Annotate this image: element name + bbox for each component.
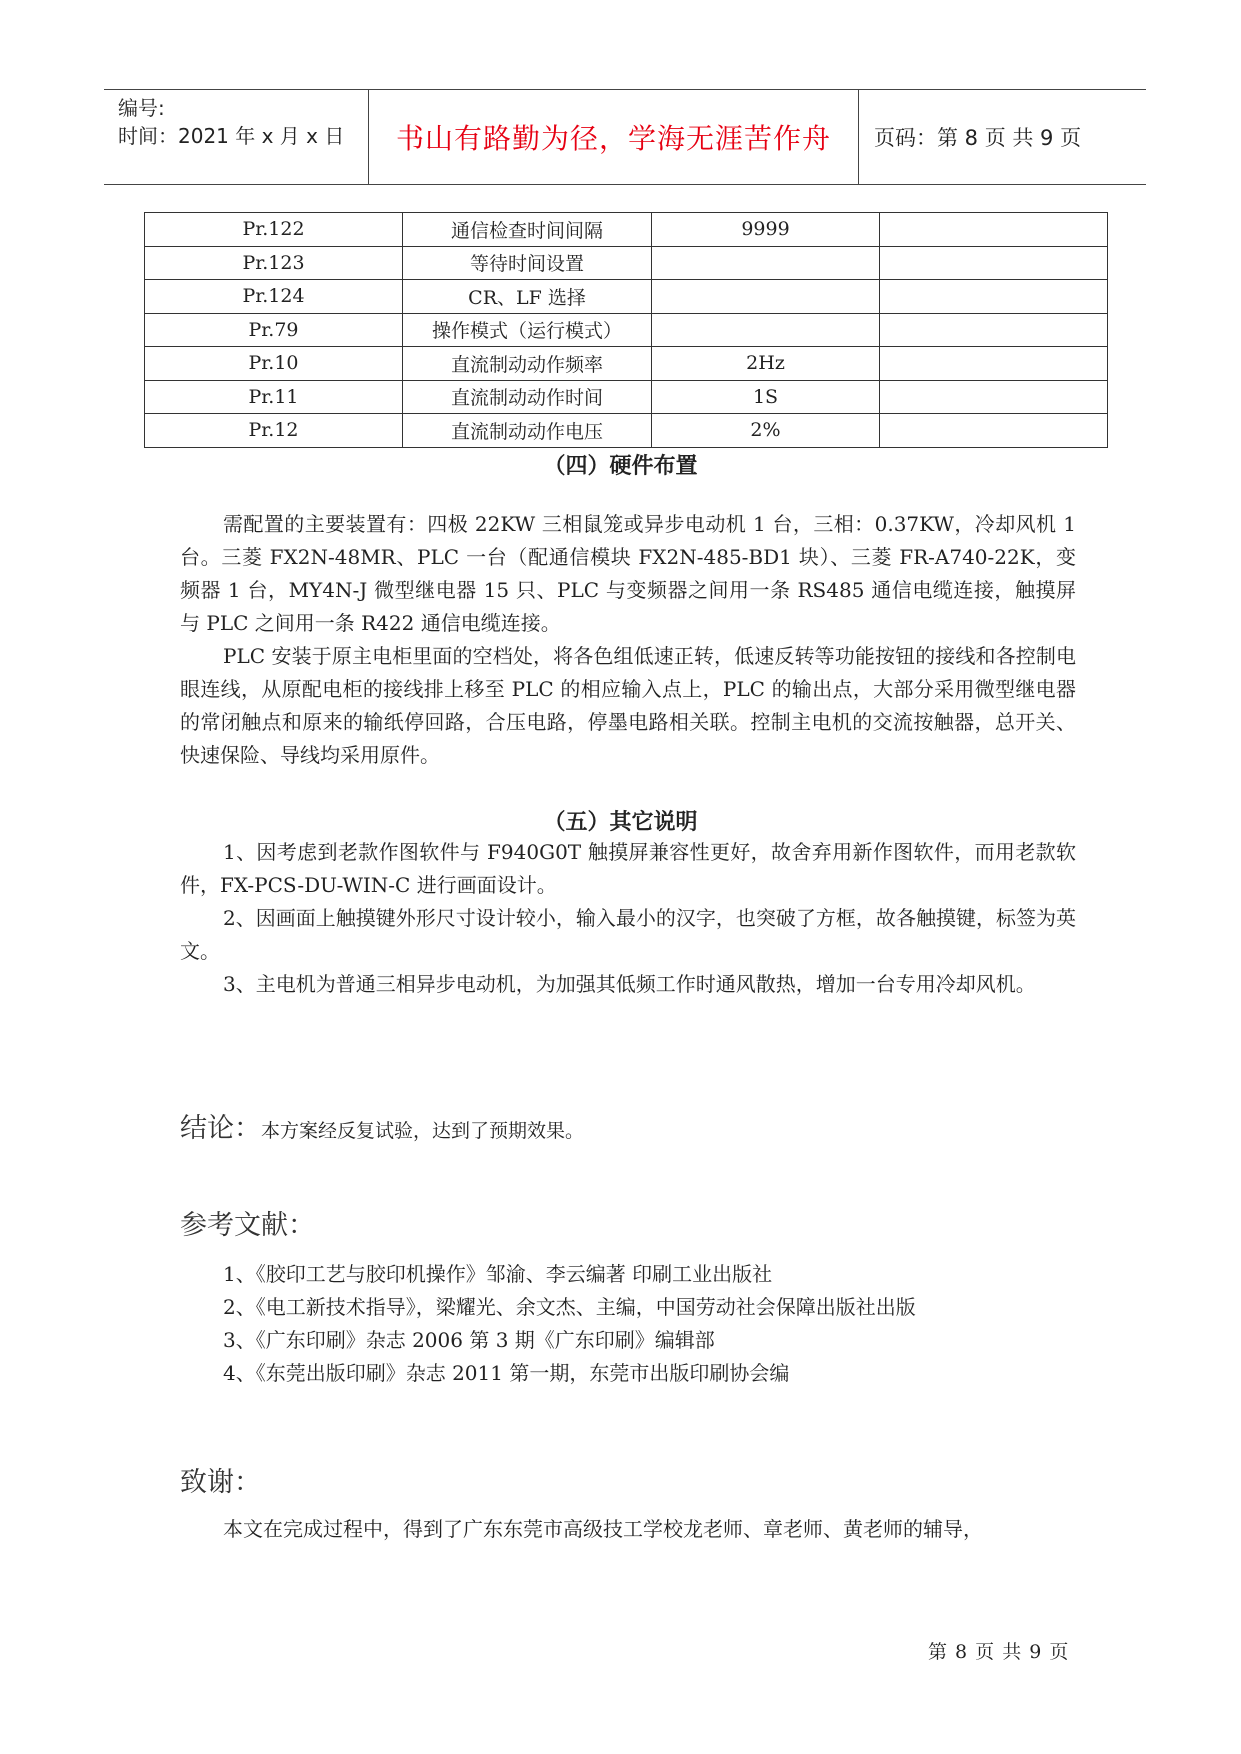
thanks-body — [180, 1513, 1076, 1546]
paragraph: 3、主电机为普通三相异步电动机，为加强其低频工作时通风散热，增加一台专用冷却风机。 — [223, 972, 1036, 996]
table-cell: 直流制动动作时间 — [403, 380, 652, 414]
table-cell: Pr.124 — [145, 280, 403, 314]
table-cell: Pr.12 — [145, 414, 403, 448]
reference-item: 1、《胶印工艺与胶印机操作》邹渝、李云编著 印刷工业出版社 — [223, 1262, 773, 1286]
table-cell — [880, 313, 1108, 347]
table-cell: Pr.79 — [145, 313, 403, 347]
reference-item: 3、《广东印刷》杂志 2006 第 3 期《广东印刷》编辑部 — [223, 1328, 715, 1352]
table-cell — [880, 380, 1108, 414]
reference-item: 2、《电工新技术指导》，梁耀光、余文杰、主编，中国劳动社会保障出版社出版 — [223, 1295, 916, 1319]
table-row — [145, 213, 1108, 247]
table-cell — [880, 246, 1108, 280]
table-cell: Pr.10 — [145, 347, 403, 381]
table-cell: 2Hz — [652, 347, 880, 381]
paragraph: PLC 安装于原主电柜里面的空档处，将各色组低速正转，低速反转等功能按钮的接线和各控制电眼连线，从原配电柜的接线排上移至 PLC 的相应输入点上，PLC 的输出点，大部分采用微型继电器的常闭触点和原来的输纸停回路，合压电路，停墨电路相关联。控制主电机的交流按触器，总开关、快速保险、导线均采用原件。 — [180, 644, 1076, 767]
table-row — [145, 380, 1108, 414]
header-motto: 书山有路勤为径，学海无涯苦作舟 — [395, 122, 831, 155]
table-cell: 通信检查时间间隔 — [403, 213, 652, 247]
table-cell: 等待时间设置 — [403, 246, 652, 280]
paragraph: 本文在完成过程中，得到了广东东莞市高级技工学校龙老师、章老师、黄老师的辅导， — [223, 1517, 983, 1541]
table-cell — [652, 313, 880, 347]
section4-title: （四）硬件布置 — [543, 453, 698, 479]
table-cell — [880, 347, 1108, 381]
paragraph: 2、因画面上触摸键外形尺寸设计较小，输入最小的汉字，也突破了方框，故各触摸键，标签为英文。 — [180, 906, 1076, 963]
table-cell: 直流制动动作电压 — [403, 414, 652, 448]
header-number-label: 编号: — [118, 96, 165, 120]
thanks-heading: 致谢： — [180, 1467, 261, 1498]
page-header — [104, 89, 1146, 185]
parameter-table — [144, 212, 1108, 448]
header-time-label: 时间：2021 年 x 月 x 日 — [118, 124, 345, 148]
table-cell: Pr.122 — [145, 213, 403, 247]
conclusion-text: 本方案经反复试验，达到了预期效果。 — [261, 1120, 585, 1142]
table-cell: 2% — [652, 414, 880, 448]
table-cell — [652, 246, 880, 280]
table-row — [145, 347, 1108, 381]
header-divider — [858, 90, 859, 184]
header-meta — [118, 90, 368, 184]
table-cell: Pr.11 — [145, 380, 403, 414]
page-footer: 第 8 页 共 9 页 — [928, 1641, 1070, 1663]
table-cell: CR、LF 选择 — [403, 280, 652, 314]
references-list — [223, 1258, 916, 1390]
references-heading: 参考文献： — [180, 1210, 315, 1241]
table-cell — [652, 280, 880, 314]
table-cell: 9999 — [652, 213, 880, 247]
table-cell — [880, 213, 1108, 247]
paragraph: 需配置的主要装置有：四极 22KW 三相鼠笼或异步电动机 1 台，三相：0.37KW，冷却风机 1 台。三菱 FX2N-48MR、PLC 一台（配通信模块 FX2N-485-BD1 块）、三菱 FR-A740-22K，变频器 1 台，MY4N-J 微型继电器 15 只、PLC 与变频器之间用一条 RS485 通信电缆连接，触摸屏与 PLC 之间用一条 R422 通信电缆连接。 — [180, 512, 1076, 635]
table-cell — [880, 280, 1108, 314]
section4-body — [180, 508, 1076, 772]
paragraph: 1、因考虑到老款作图软件与 F940G0T 触摸屏兼容性更好，故舍弃用新作图软件，而用老款软件，FX-PCS-DU-WIN-C 进行画面设计。 — [180, 840, 1076, 897]
table-row — [145, 313, 1108, 347]
table-cell: 1S — [652, 380, 880, 414]
table-cell: Pr.123 — [145, 246, 403, 280]
section5-body — [180, 836, 1076, 1001]
table-row — [145, 280, 1108, 314]
conclusion — [180, 1106, 584, 1145]
table-cell — [880, 414, 1108, 448]
table-cell: 操作模式（运行模式） — [403, 313, 652, 347]
conclusion-heading: 结论： — [180, 1113, 261, 1144]
section5-title: （五）其它说明 — [543, 809, 698, 835]
header-page-code: 页码：第 8 页 共 9 页 — [874, 126, 1082, 150]
table-row — [145, 246, 1108, 280]
table-cell: 直流制动动作频率 — [403, 347, 652, 381]
table-row — [145, 414, 1108, 448]
reference-item: 4、《东莞出版印刷》杂志 2011 第一期，东莞市出版印刷协会编 — [223, 1361, 790, 1385]
